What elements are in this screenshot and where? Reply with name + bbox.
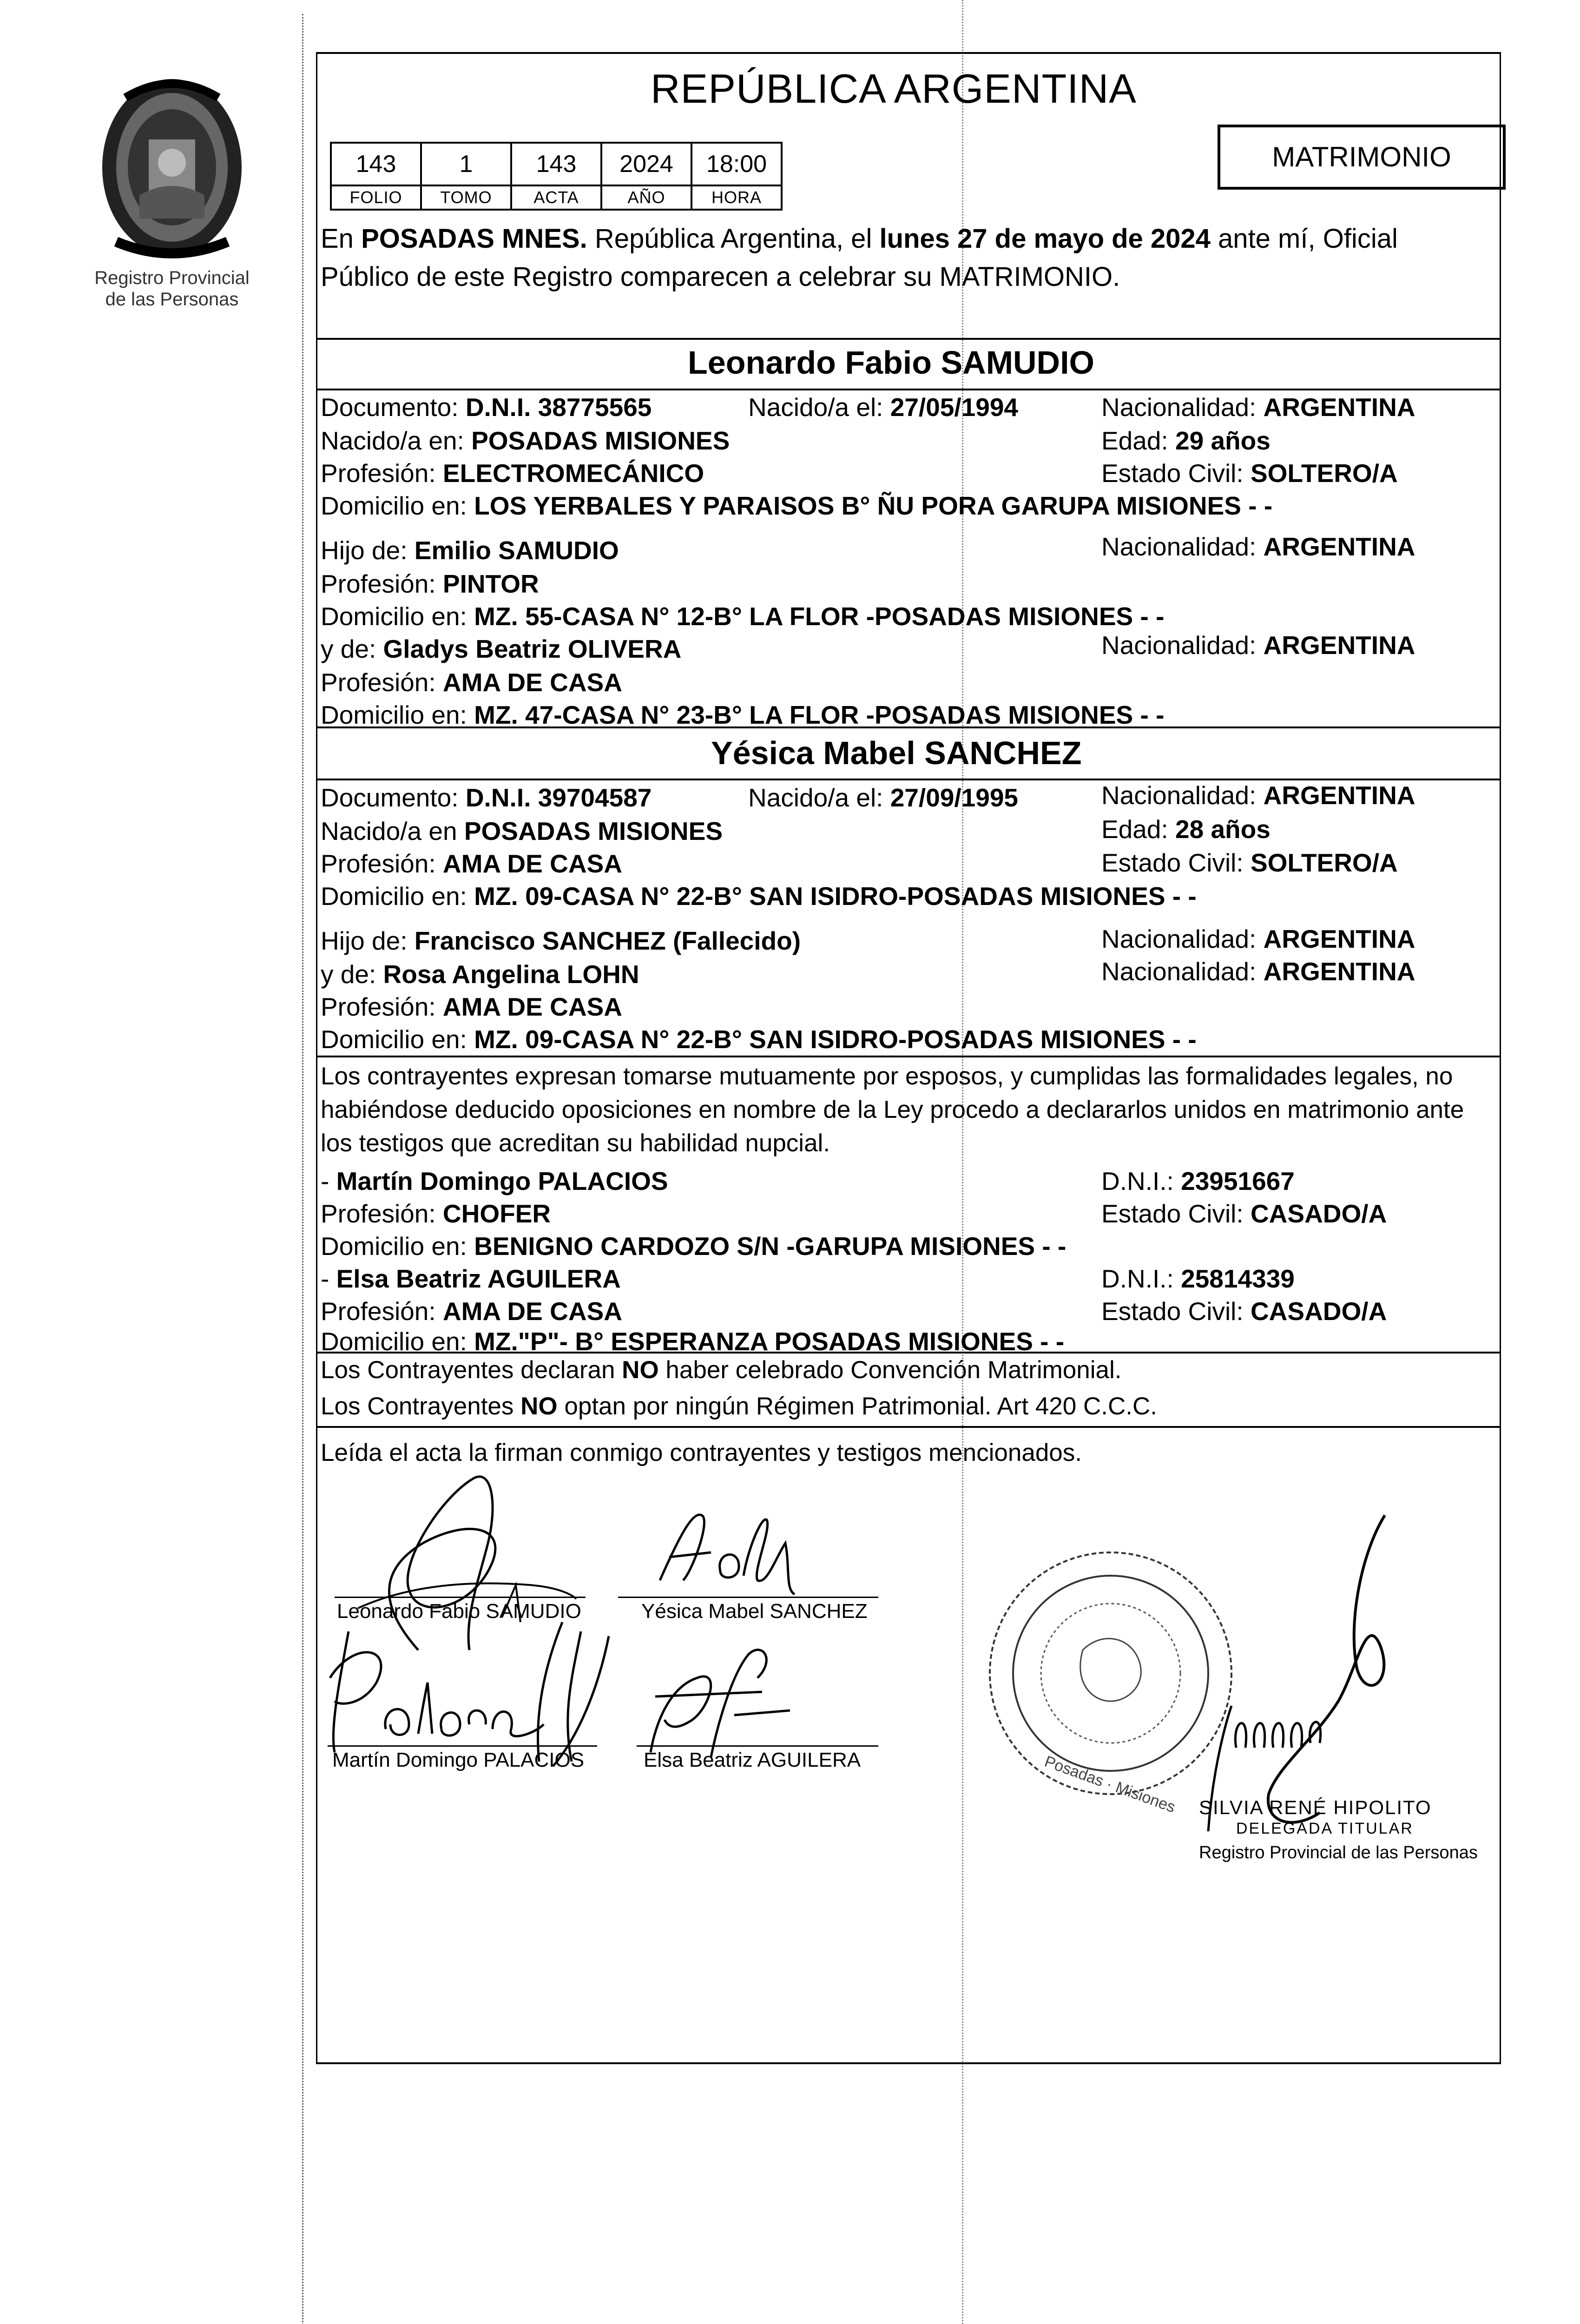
tomo-label: TOMO: [421, 185, 511, 210]
c1-father-nat-value: ARGENTINA: [1263, 532, 1415, 561]
c2-father-nat-label: Nacionalidad:: [1101, 924, 1264, 953]
acta-value: 143: [511, 143, 601, 185]
c1-nat-label: Nacionalidad:: [1101, 393, 1264, 422]
c1-born-label: Nacido/a el:: [748, 393, 890, 422]
margin-dotted-line: [302, 14, 303, 2324]
c2-prof: [321, 847, 622, 880]
official-role: DELEGADA TITULAR: [1236, 1820, 1414, 1837]
sig-name-c1: Leonardo Fabio SAMUDIO: [337, 1600, 581, 1623]
c2-prof-value: AMA DE CASA: [442, 849, 622, 878]
official-office: Registro Provincial de las Personas: [1199, 1843, 1478, 1862]
w1-prefix: -: [321, 1167, 336, 1195]
c2-dom-value: MZ. 09-CASA N° 22-B° SAN ISIDRO-POSADAS MISIONES - -: [474, 882, 1197, 911]
c1-father-nat-label: Nacionalidad:: [1101, 532, 1264, 561]
seal-label-line2: de las Personas: [105, 289, 239, 310]
page-title: REPÚBLICA ARGENTINA: [651, 66, 1137, 112]
separator-header: [316, 338, 1501, 340]
w2-name-value: Elsa Beatriz AGUILERA: [336, 1264, 621, 1293]
c1-dom-value: LOS YERBALES Y PARAISOS B° ÑU PORA GARUPA MISIONES - -: [474, 491, 1273, 520]
sig-name-c2: Yésica Mabel SANCHEZ: [641, 1600, 868, 1623]
c2-place-value: POSADAS MISIONES: [464, 817, 723, 845]
c1-doc-value: D.N.I. 38775565: [465, 393, 652, 422]
w2-civil: [1101, 1294, 1387, 1328]
c1-prof-value: ELECTROMECÁNICO: [442, 459, 704, 488]
c1-mother-dom-label: Domicilio en:: [321, 700, 474, 729]
c2-father-nat-value: ARGENTINA: [1263, 924, 1415, 953]
c1-doc: [321, 390, 652, 424]
c2-mother-dom-label: Domicilio en:: [321, 1025, 474, 1054]
provincial-seal: [84, 70, 260, 330]
c2-civil-value: SOLTERO/A: [1250, 848, 1398, 877]
c1-father-value: Emilio SAMUDIO: [414, 536, 619, 565]
c1-mother-dom-value: MZ. 47-CASA N° 23-B° LA FLOR -POSADAS MISIONES - -: [474, 700, 1165, 729]
convention-l2-c: optan por ningún Régimen Patrimonial. Art 420 C.C.C.: [557, 1393, 1157, 1420]
c1-doc-label: Documento:: [321, 393, 466, 422]
w1-dom-value: BENIGNO CARDOZO S/N -GARUPA MISIONES - -: [474, 1232, 1066, 1261]
act-type-box: MATRIMONIO: [1218, 125, 1506, 190]
c2-born-value: 27/09/1995: [890, 783, 1019, 812]
tomo-value: 1: [421, 143, 511, 185]
c2-age-label: Edad:: [1101, 815, 1176, 844]
c2-doc-label: Documento:: [321, 783, 466, 812]
convention-l2-no: NO: [520, 1393, 558, 1420]
w1-prof-label: Profesión:: [321, 1199, 443, 1228]
acta-label: ACTA: [511, 185, 601, 210]
w1-dom-label: Domicilio en:: [321, 1232, 474, 1261]
c2-father: [321, 924, 801, 957]
frame-bottom: [316, 2062, 1501, 2064]
convention-line2: [321, 1390, 1157, 1423]
c1-father-nat: [1101, 530, 1415, 563]
hora-label: HORA: [691, 185, 782, 210]
c2-civil: [1101, 846, 1398, 879]
folio-label: FOLIO: [331, 185, 421, 210]
w2-prof: [321, 1294, 622, 1328]
c2-place-label: Nacido/a en: [321, 817, 464, 845]
c1-prof: [321, 456, 704, 490]
c1-nat-value: ARGENTINA: [1263, 393, 1415, 422]
w2-prof-label: Profesión:: [321, 1297, 443, 1326]
c1-mother-value: Gladys Beatriz OLIVERA: [383, 634, 682, 663]
c2-father-value: Francisco SANCHEZ (Fallecido): [414, 926, 801, 955]
c2-mother-nat: [1101, 955, 1415, 988]
w1-name-value: Martín Domingo PALACIOS: [336, 1167, 668, 1195]
c2-mother-label: y de:: [321, 960, 383, 989]
c2-nat-label: Nacionalidad:: [1101, 781, 1264, 810]
w1-prof-value: CHOFER: [442, 1199, 551, 1228]
c1-born: [748, 390, 1018, 424]
w2-civil-value: CASADO/A: [1250, 1297, 1387, 1326]
c2-age-value: 28 años: [1175, 815, 1271, 844]
anio-label: AÑO: [601, 185, 691, 210]
c1-father-dom: [321, 600, 1164, 633]
c1-mother-nat: [1101, 628, 1415, 662]
c1-age: [1101, 424, 1271, 457]
c1-prof-label: Profesión:: [321, 459, 443, 488]
w2-civil-label: Estado Civil:: [1101, 1297, 1251, 1326]
c1-mother: [321, 632, 681, 666]
w2-name: [321, 1262, 621, 1295]
declaration-line1: Los contrayentes expresan tomarse mutuamente por esposos, y cumplidas las formalidades legales, no: [321, 1063, 1453, 1090]
w1-dni: [1101, 1164, 1295, 1198]
c1-born-value: 27/05/1994: [890, 393, 1019, 422]
c1-place-label: Nacido/a en:: [321, 426, 472, 455]
c1-father-dom-value: MZ. 55-CASA N° 12-B° LA FLOR -POSADAS MISIONES - -: [474, 602, 1165, 631]
intro-text-b: República Argentina, el: [587, 224, 880, 254]
c1-mother-prof-label: Profesión:: [321, 668, 443, 697]
sig-name-w2: Elsa Beatriz AGUILERA: [644, 1749, 861, 1771]
c1-father-dom-label: Domicilio en:: [321, 602, 474, 631]
intro-line2: Público de este Registro comparecen a celebrar su MATRIMONIO.: [321, 262, 1120, 292]
c2-nat-value: ARGENTINA: [1263, 781, 1415, 810]
w2-prof-value: AMA DE CASA: [442, 1297, 622, 1326]
w2-dni-label: D.N.I.:: [1101, 1264, 1181, 1293]
signature-w2-icon: [641, 1641, 795, 1762]
intro-text-a: En: [321, 224, 362, 254]
w2-dom-label: Domicilio en:: [321, 1327, 474, 1356]
c1-mother-nat-label: Nacionalidad:: [1101, 631, 1264, 660]
w2-dni: [1101, 1262, 1295, 1295]
c2-mother-prof-value: AMA DE CASA: [442, 992, 622, 1021]
c2-nat: [1101, 779, 1415, 812]
c1-dom: [321, 489, 1272, 522]
c2-doc-value: D.N.I. 39704587: [465, 783, 652, 812]
declaration-line2: habiéndose deducido oposiciones en nombre de la Ley procedo a declararlos unidos en matrimonio ante: [321, 1096, 1464, 1123]
w1-name: [321, 1164, 668, 1198]
intro-place: POSADAS MNES.: [361, 224, 587, 254]
c1-dom-label: Domicilio en:: [321, 491, 474, 520]
c2-mother-nat-label: Nacionalidad:: [1101, 957, 1264, 986]
signature-c2-icon: [651, 1501, 804, 1599]
c2-mother-dom: [321, 1023, 1197, 1056]
c2-dom: [321, 879, 1197, 913]
w2-prefix: -: [321, 1264, 336, 1293]
c2-age: [1101, 812, 1271, 846]
signature-w1-icon: [302, 1613, 627, 1766]
w1-dni-value: 23951667: [1181, 1167, 1295, 1195]
c1-civil-label: Estado Civil:: [1101, 459, 1251, 488]
w1-civil: [1101, 1197, 1387, 1230]
c2-mother-prof-label: Profesión:: [321, 992, 443, 1021]
c1-civil: [1101, 456, 1398, 490]
frame-right: [1500, 53, 1501, 2064]
w1-civil-value: CASADO/A: [1250, 1199, 1387, 1228]
c2-born: [748, 781, 1018, 814]
intro-line1: [321, 222, 1398, 256]
c2-prof-label: Profesión:: [321, 849, 443, 878]
sig-name-w1: Martín Domingo PALACIOS: [332, 1749, 585, 1771]
c1-age-label: Edad:: [1101, 426, 1176, 455]
c1-father-prof-value: PINTOR: [442, 569, 539, 598]
stamp-bottom-text: Posadas · Misiones: [1042, 1752, 1178, 1816]
w1-prof: [321, 1197, 551, 1230]
c2-mother-prof: [321, 990, 622, 1023]
c1-place: [321, 424, 730, 457]
w2-dom-value: MZ."P"- B° ESPERANZA POSADAS MISIONES - -: [474, 1327, 1065, 1356]
c2-mother: [321, 957, 639, 991]
c1-nat: [1101, 390, 1415, 424]
contrayente2-name: Yésica Mabel SANCHEZ: [711, 735, 1082, 771]
contrayente1-name: Leonardo Fabio SAMUDIO: [688, 344, 1094, 381]
c2-mother-dom-value: MZ. 09-CASA N° 22-B° SAN ISIDRO-POSADAS MISIONES - -: [474, 1025, 1197, 1054]
convention-l2-a: Los Contrayentes: [321, 1393, 521, 1420]
c1-mother-prof: [321, 666, 622, 699]
c1-father-label: Hijo de:: [321, 536, 415, 565]
misiones-coat-of-arms-icon: [84, 70, 260, 265]
c1-civil-value: SOLTERO/A: [1250, 459, 1398, 488]
c2-civil-label: Estado Civil:: [1101, 848, 1251, 877]
c2-father-label: Hijo de:: [321, 926, 415, 955]
convention-l1-c: haber celebrado Convención Matrimonial.: [658, 1356, 1122, 1384]
hora-value: 18:00: [691, 143, 782, 185]
separator-closing: [316, 1426, 1501, 1428]
registry-table: [330, 142, 783, 211]
c1-place-value: POSADAS MISIONES: [471, 426, 730, 455]
c1-mother-dom: [321, 698, 1164, 732]
c2-mother-nat-value: ARGENTINA: [1263, 957, 1415, 986]
c1-mother-nat-value: ARGENTINA: [1263, 631, 1415, 660]
c1-father-prof-label: Profesión:: [321, 569, 443, 598]
c1-age-value: 29 años: [1175, 426, 1271, 455]
intro-date: lunes 27 de mayo de 2024: [879, 224, 1211, 254]
frame-top: [316, 52, 1501, 54]
anio-value: 2024: [601, 143, 691, 185]
convention-line1: [321, 1353, 1121, 1387]
c2-father-nat: [1101, 922, 1415, 956]
c2-dom-label: Domicilio en:: [321, 882, 474, 911]
declaration-line3: los testigos que acreditan su habilidad nupcial.: [321, 1129, 830, 1157]
official-name: SILVIA RENÉ HIPOLITO: [1199, 1796, 1432, 1818]
w1-dni-label: D.N.I.:: [1101, 1167, 1181, 1195]
seal-label-line1: Registro Provincial: [94, 268, 250, 288]
folio-value: 143: [331, 143, 421, 185]
c2-place: [321, 814, 723, 848]
c1-father-prof: [321, 567, 539, 601]
closing-text: Leída el acta la firman conmigo contrayentes y testigos mencionados.: [321, 1439, 1082, 1466]
w1-dom: [321, 1229, 1066, 1263]
c1-father: [321, 534, 619, 567]
c2-mother-value: Rosa Angelina LOHN: [383, 960, 639, 989]
c2-doc: [321, 781, 652, 814]
c1-mother-prof-value: AMA DE CASA: [442, 668, 622, 697]
w1-civil-label: Estado Civil:: [1101, 1199, 1251, 1228]
w2-dni-value: 25814339: [1181, 1264, 1295, 1293]
c2-born-label: Nacido/a el:: [748, 783, 890, 812]
c1-mother-label: y de:: [321, 634, 383, 663]
convention-l1-no: NO: [622, 1356, 659, 1384]
convention-l1-a: Los Contrayentes declaran: [321, 1356, 622, 1384]
intro-text-c: ante mí, Oficial: [1210, 224, 1398, 254]
